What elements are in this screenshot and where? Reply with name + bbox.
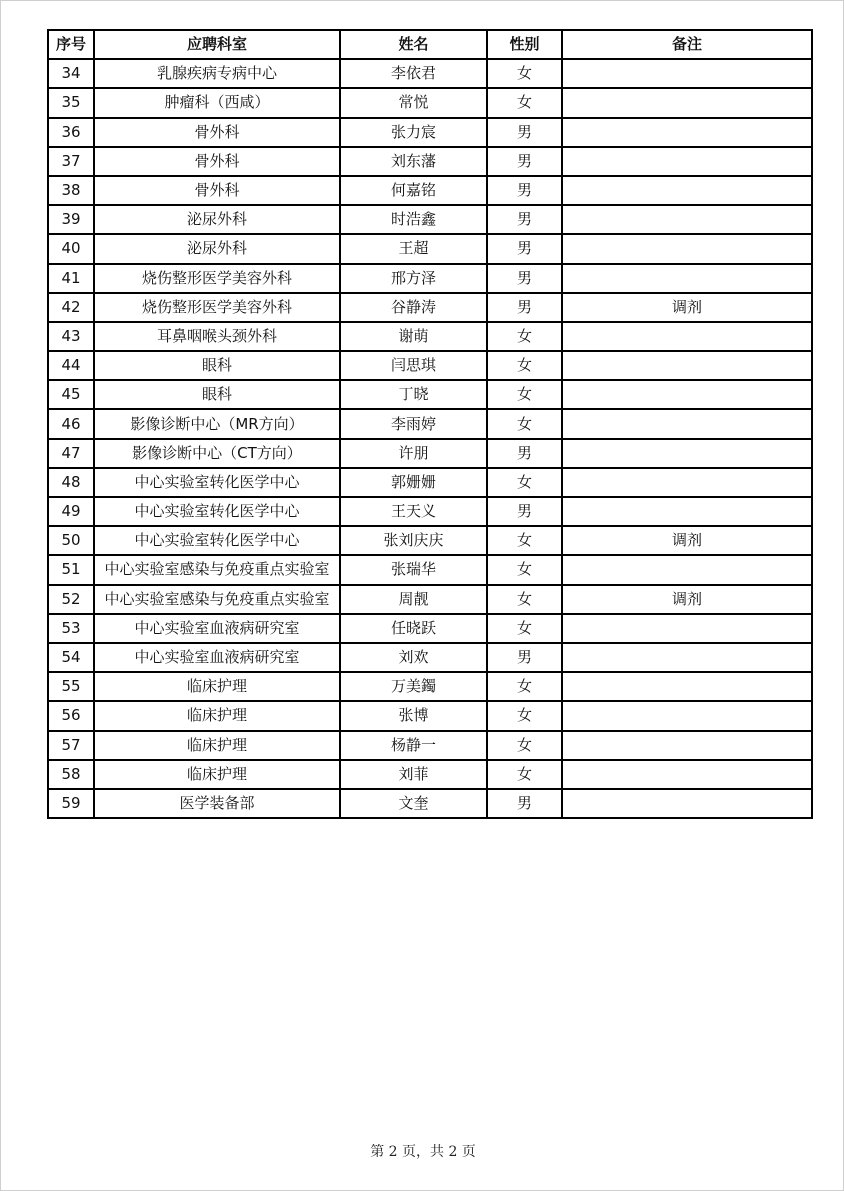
cell-index: 44 [48, 351, 94, 380]
cell-name: 刘菲 [340, 760, 487, 789]
cell-name: 时浩鑫 [340, 205, 487, 234]
cell-department: 临床护理 [94, 672, 340, 701]
header-name: 姓名 [340, 30, 487, 59]
page-number-footer: 第 2 页，共 2 页 [370, 1144, 476, 1160]
table-row [48, 147, 812, 176]
cell-index: 35 [48, 88, 94, 117]
table-row [48, 322, 812, 351]
table-row [48, 118, 812, 147]
cell-index: 56 [48, 701, 94, 730]
table-row [48, 176, 812, 205]
cell-name: 常悦 [340, 88, 487, 117]
cell-department: 医学装备部 [94, 789, 340, 818]
cell-name: 刘欢 [340, 643, 487, 672]
cell-department: 骨外科 [94, 176, 340, 205]
cell-index: 52 [48, 585, 94, 614]
cell-name: 何嘉铭 [340, 176, 487, 205]
cell-gender: 女 [487, 672, 562, 701]
cell-gender: 男 [487, 147, 562, 176]
cell-name: 张刘庆庆 [340, 526, 487, 555]
cell-department: 泌尿外科 [94, 205, 340, 234]
table-body [48, 59, 812, 818]
table-row [48, 614, 812, 643]
table-row [48, 439, 812, 468]
cell-remark [562, 380, 812, 409]
cell-remark [562, 731, 812, 760]
cell-name: 丁晓 [340, 380, 487, 409]
cell-remark [562, 205, 812, 234]
table-row [48, 351, 812, 380]
cell-remark: 调剂 [562, 526, 812, 555]
cell-gender: 女 [487, 555, 562, 584]
cell-gender: 男 [487, 789, 562, 818]
cell-remark [562, 789, 812, 818]
table-row [48, 468, 812, 497]
cell-department: 肿瘤科（西咸） [94, 88, 340, 117]
cell-name: 万美鐲 [340, 672, 487, 701]
cell-department: 中心实验室转化医学中心 [94, 468, 340, 497]
cell-department: 骨外科 [94, 147, 340, 176]
cell-remark [562, 147, 812, 176]
cell-remark [562, 614, 812, 643]
table-row [48, 205, 812, 234]
cell-department: 中心实验室感染与免疫重点实验室 [94, 555, 340, 584]
cell-department: 乳腺疾病专病中心 [94, 59, 340, 88]
header-department: 应聘科室 [94, 30, 340, 59]
cell-gender: 女 [487, 468, 562, 497]
table-row [48, 789, 812, 818]
cell-name: 张瑞华 [340, 555, 487, 584]
cell-index: 34 [48, 59, 94, 88]
cell-gender: 男 [487, 234, 562, 263]
cell-department: 临床护理 [94, 701, 340, 730]
cell-department: 中心实验室血液病研究室 [94, 643, 340, 672]
cell-department: 中心实验室感染与免疫重点实验室 [94, 585, 340, 614]
cell-gender: 男 [487, 643, 562, 672]
cell-gender: 女 [487, 59, 562, 88]
cell-department: 耳鼻咽喉头颈外科 [94, 322, 340, 351]
table-row [48, 234, 812, 263]
cell-index: 58 [48, 760, 94, 789]
header-remark: 备注 [562, 30, 812, 59]
cell-name: 张力宸 [340, 118, 487, 147]
table-row [48, 497, 812, 526]
cell-remark [562, 468, 812, 497]
cell-gender: 男 [487, 264, 562, 293]
cell-gender: 女 [487, 88, 562, 117]
cell-remark [562, 234, 812, 263]
cell-index: 39 [48, 205, 94, 234]
cell-gender: 女 [487, 701, 562, 730]
recruitment-table [47, 29, 813, 819]
cell-index: 47 [48, 439, 94, 468]
cell-index: 51 [48, 555, 94, 584]
cell-remark: 调剂 [562, 585, 812, 614]
cell-gender: 女 [487, 614, 562, 643]
cell-remark [562, 701, 812, 730]
cell-name: 刘东藩 [340, 147, 487, 176]
cell-department: 临床护理 [94, 731, 340, 760]
cell-gender: 女 [487, 731, 562, 760]
cell-gender: 男 [487, 497, 562, 526]
cell-remark [562, 409, 812, 438]
cell-index: 57 [48, 731, 94, 760]
cell-index: 50 [48, 526, 94, 555]
cell-index: 55 [48, 672, 94, 701]
cell-remark [562, 760, 812, 789]
cell-department: 中心实验室转化医学中心 [94, 526, 340, 555]
cell-remark [562, 322, 812, 351]
cell-gender: 男 [487, 205, 562, 234]
cell-name: 许朋 [340, 439, 487, 468]
cell-gender: 女 [487, 351, 562, 380]
cell-name: 郭姗姗 [340, 468, 487, 497]
cell-department: 眼科 [94, 380, 340, 409]
table-row [48, 731, 812, 760]
cell-remark [562, 59, 812, 88]
cell-remark [562, 264, 812, 293]
header-index: 序号 [48, 30, 94, 59]
cell-index: 43 [48, 322, 94, 351]
cell-remark [562, 118, 812, 147]
cell-gender: 女 [487, 380, 562, 409]
cell-remark [562, 351, 812, 380]
cell-name: 邢方泽 [340, 264, 487, 293]
cell-index: 46 [48, 409, 94, 438]
table-row [48, 293, 812, 322]
cell-gender: 男 [487, 176, 562, 205]
cell-index: 40 [48, 234, 94, 263]
cell-name: 王天义 [340, 497, 487, 526]
cell-remark [562, 643, 812, 672]
cell-index: 48 [48, 468, 94, 497]
table-row [48, 760, 812, 789]
cell-department: 影像诊断中心（MR方向） [94, 409, 340, 438]
cell-index: 36 [48, 118, 94, 147]
cell-name: 张博 [340, 701, 487, 730]
cell-department: 烧伤整形医学美容外科 [94, 264, 340, 293]
cell-name: 文奎 [340, 789, 487, 818]
table-row [48, 59, 812, 88]
cell-index: 49 [48, 497, 94, 526]
cell-gender: 女 [487, 760, 562, 789]
cell-index: 37 [48, 147, 94, 176]
table-row [48, 526, 812, 555]
cell-department: 中心实验室血液病研究室 [94, 614, 340, 643]
cell-name: 谷静涛 [340, 293, 487, 322]
cell-name: 闫思琪 [340, 351, 487, 380]
cell-name: 杨静一 [340, 731, 487, 760]
cell-department: 骨外科 [94, 118, 340, 147]
table-row [48, 409, 812, 438]
table-row [48, 555, 812, 584]
cell-name: 谢萌 [340, 322, 487, 351]
cell-department: 临床护理 [94, 760, 340, 789]
table-row [48, 672, 812, 701]
cell-remark [562, 439, 812, 468]
cell-remark: 调剂 [562, 293, 812, 322]
cell-name: 周靓 [340, 585, 487, 614]
table-row [48, 380, 812, 409]
cell-remark [562, 497, 812, 526]
table-row [48, 264, 812, 293]
header-gender: 性别 [487, 30, 562, 59]
cell-department: 烧伤整形医学美容外科 [94, 293, 340, 322]
cell-remark [562, 176, 812, 205]
cell-department: 眼科 [94, 351, 340, 380]
cell-index: 54 [48, 643, 94, 672]
cell-gender: 男 [487, 118, 562, 147]
cell-remark [562, 555, 812, 584]
cell-gender: 女 [487, 526, 562, 555]
table-row [48, 701, 812, 730]
cell-name: 王超 [340, 234, 487, 263]
table-row [48, 585, 812, 614]
cell-department: 中心实验室转化医学中心 [94, 497, 340, 526]
cell-remark [562, 88, 812, 117]
cell-gender: 女 [487, 409, 562, 438]
table-row [48, 643, 812, 672]
cell-name: 任晓跃 [340, 614, 487, 643]
cell-index: 59 [48, 789, 94, 818]
cell-gender: 男 [487, 439, 562, 468]
table-row [48, 88, 812, 117]
cell-gender: 女 [487, 322, 562, 351]
table-header-row [48, 30, 812, 59]
cell-index: 38 [48, 176, 94, 205]
cell-name: 李依君 [340, 59, 487, 88]
cell-department: 影像诊断中心（CT方向） [94, 439, 340, 468]
cell-gender: 男 [487, 293, 562, 322]
cell-index: 45 [48, 380, 94, 409]
cell-index: 41 [48, 264, 94, 293]
cell-index: 42 [48, 293, 94, 322]
cell-gender: 女 [487, 585, 562, 614]
cell-name: 李雨婷 [340, 409, 487, 438]
cell-index: 53 [48, 614, 94, 643]
cell-department: 泌尿外科 [94, 234, 340, 263]
cell-remark [562, 672, 812, 701]
